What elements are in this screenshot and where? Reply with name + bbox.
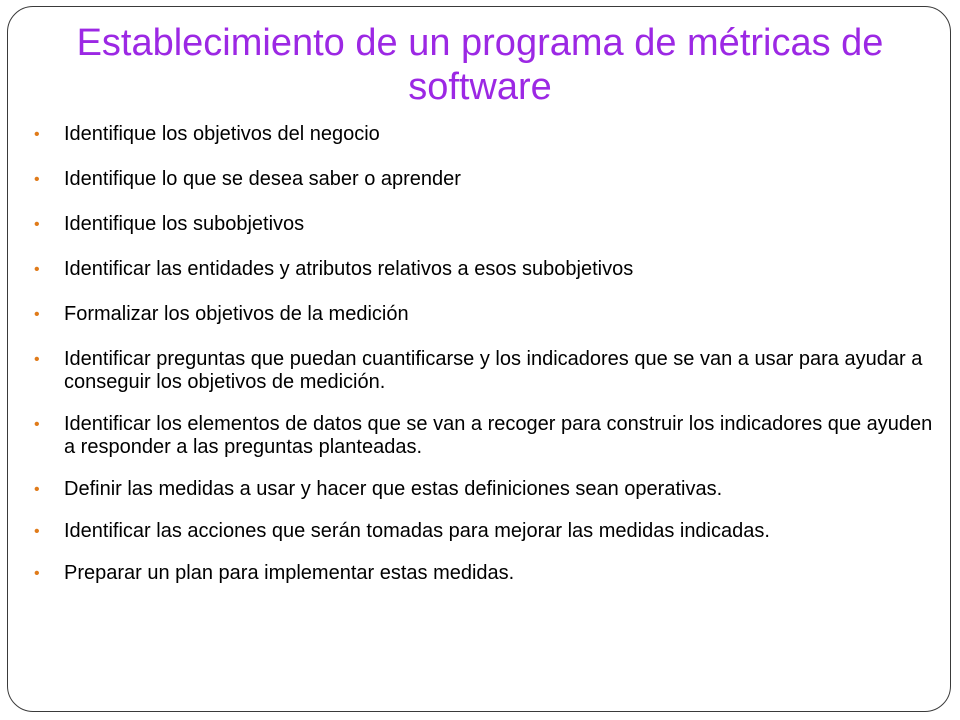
bullet-text: Identificar preguntas que puedan cuantificarse y los indicadores que se van a usar para ayudar a conseguir los objetivos de medición. xyxy=(64,348,923,393)
bullet-text: Identificar las acciones que serán tomadas para mejorar las medidas indicadas. xyxy=(64,520,770,542)
bullet-item xyxy=(34,213,934,236)
bullet-item xyxy=(34,303,934,326)
bullet-item xyxy=(34,348,934,394)
bullet-list xyxy=(34,123,934,585)
slide-title: Establecimiento de un programa de métricas de software xyxy=(76,22,884,108)
bullet-dot-icon: • xyxy=(34,565,40,582)
bullet-item xyxy=(34,123,934,146)
bullet-text: Identifique los subobjetivos xyxy=(64,213,305,235)
bullet-item xyxy=(34,562,934,585)
bullet-dot-icon: • xyxy=(34,416,40,433)
bullet-dot-icon: • xyxy=(34,261,40,278)
bullet-item xyxy=(34,258,934,281)
bullet-text: Identifique lo que se desea saber o aprender xyxy=(64,168,461,190)
bullet-dot-icon: • xyxy=(34,216,40,233)
bullet-dot-icon: • xyxy=(34,306,40,323)
slide-frame xyxy=(7,6,951,712)
bullet-item xyxy=(34,520,934,543)
bullet-dot-icon: • xyxy=(34,171,40,188)
bullet-dot-icon: • xyxy=(34,481,40,498)
bullet-dot-icon: • xyxy=(34,126,40,143)
bullet-text: Preparar un plan para implementar estas medidas. xyxy=(64,562,515,584)
bullet-item xyxy=(34,168,934,191)
bullet-text: Definir las medidas a usar y hacer que estas definiciones sean operativas. xyxy=(64,478,723,500)
bullet-text: Identificar las entidades y atributos relativos a esos subobjetivos xyxy=(64,258,634,280)
bullet-text: Formalizar los objetivos de la medición xyxy=(64,303,409,325)
bullet-dot-icon: • xyxy=(34,523,40,540)
bullet-text: Identifique los objetivos del negocio xyxy=(64,123,380,145)
bullet-text: Identificar los elementos de datos que se van a recoger para construir los indicadores que ayuden a responder a las preguntas planteadas. xyxy=(64,413,933,458)
bullet-item xyxy=(34,413,934,459)
bullet-item xyxy=(34,478,934,501)
bullet-dot-icon: • xyxy=(34,351,40,368)
